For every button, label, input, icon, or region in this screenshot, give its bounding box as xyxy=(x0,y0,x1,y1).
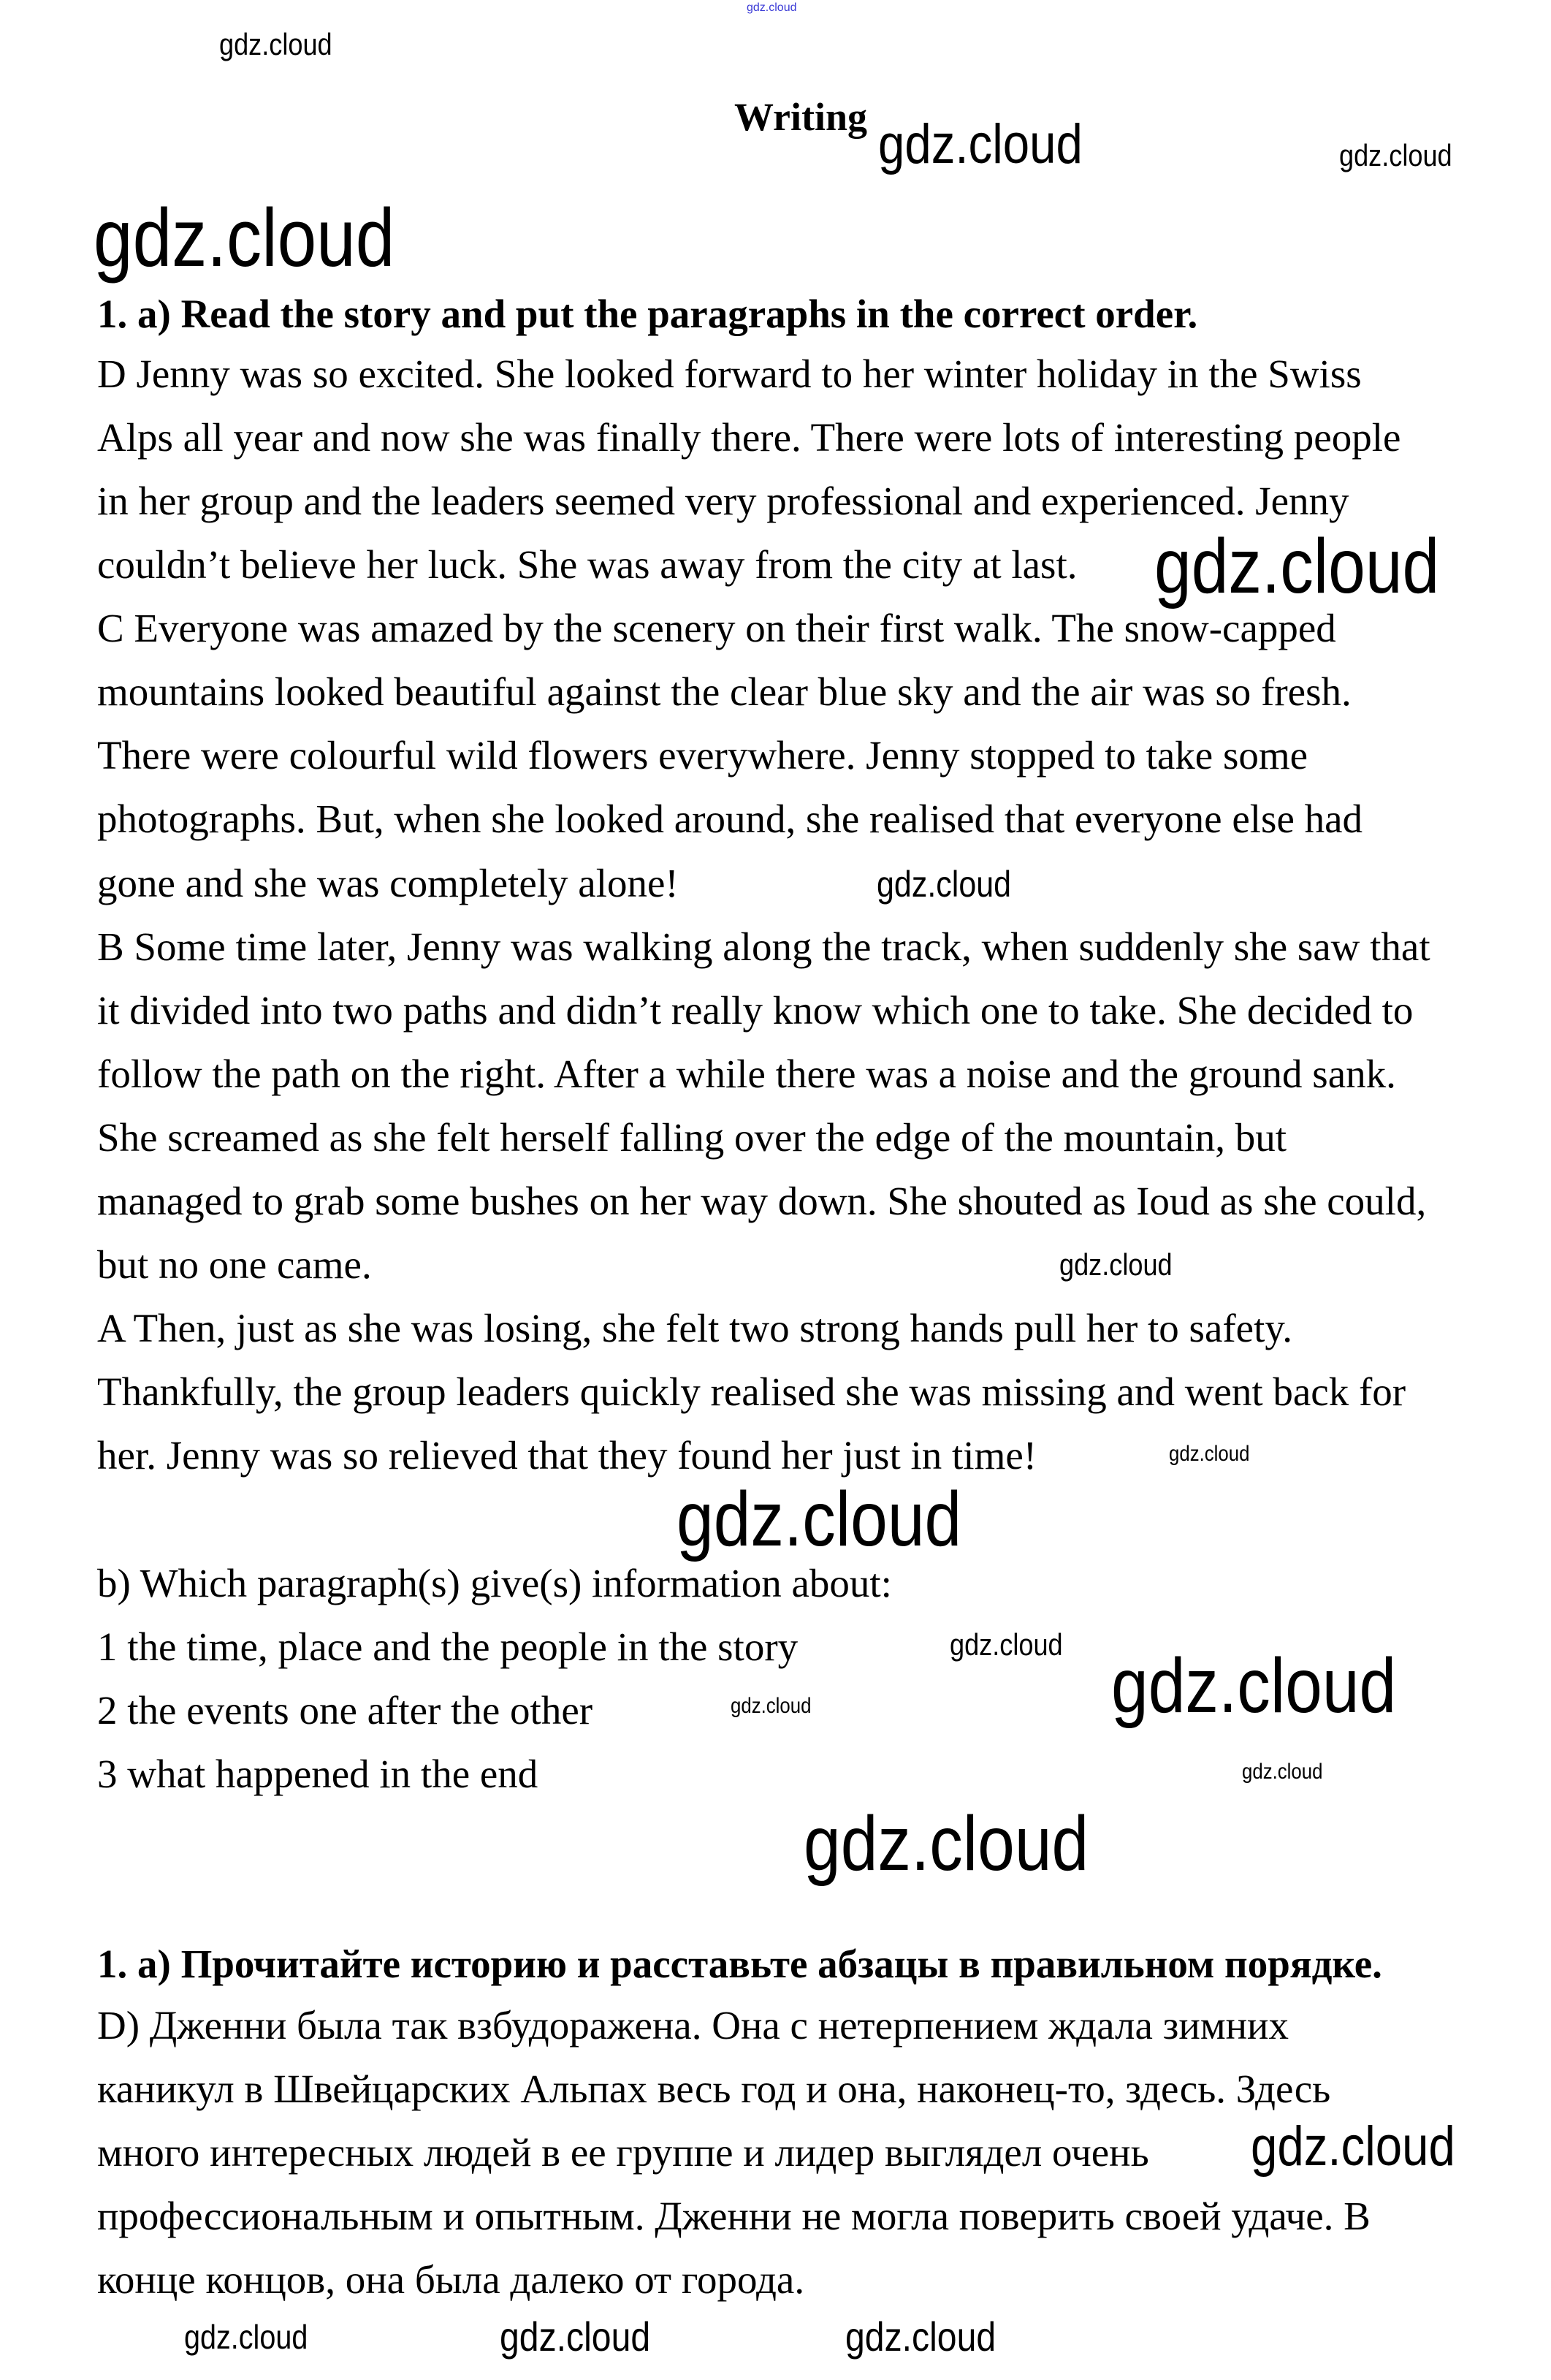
story-line: Thankfully, the group leaders quickly realised she was missing and went back for xyxy=(97,1369,1406,1414)
story-line: managed to grab some bushes on her way down. She shouted as Ioud as she could, xyxy=(97,1179,1427,1223)
story-line: but no one came. xyxy=(97,1242,372,1287)
watermark: gdz.cloud xyxy=(1169,1442,1250,1466)
watermark: gdz.cloud xyxy=(1339,138,1452,172)
task-b-line: b) Which paragraph(s) give(s) information about: xyxy=(97,1561,892,1605)
watermark: gdz.cloud xyxy=(500,2314,651,2360)
ru-heading: 1. а) Прочитайте историю и расставьте абзацы в правильном порядке. xyxy=(97,1942,1382,1986)
task-b-line: 1 the time, place and the people in the story xyxy=(97,1624,799,1669)
watermark: gdz.cloud xyxy=(1059,1247,1173,1282)
story-line: Alps all year and now she was finally there. There were lots of interesting people xyxy=(97,415,1401,460)
story-line: gone and she was completely alone! xyxy=(97,861,679,905)
watermark: gdz.cloud xyxy=(950,1627,1063,1662)
ru-line: профессиональным и опытным. Дженни не могла поверить своей удаче. В xyxy=(97,2194,1371,2238)
story-line: follow the path on the right. After a while there was a noise and the ground sank. xyxy=(97,1052,1396,1096)
story-line: A Then, just as she was losing, she felt two strong hands pull her to safety. xyxy=(97,1306,1293,1350)
story-line: mountains looked beautiful against the clear blue sky and the air was so fresh. xyxy=(97,669,1352,714)
story-line: She screamed as she felt herself falling over the edge of the mountain, but xyxy=(97,1115,1287,1160)
watermark: gdz.cloud xyxy=(1242,1760,1323,1784)
page-title: Writing xyxy=(734,95,868,139)
ru-line: конце концов, она была далеко от города. xyxy=(97,2257,805,2302)
story-line: in her group and the leaders seemed very professional and experienced. Jenny xyxy=(97,479,1349,523)
watermark: gdz.cloud xyxy=(878,113,1083,175)
watermark: gdz.cloud xyxy=(804,1801,1089,1887)
task-b-line: 2 the events one after the other xyxy=(97,1688,593,1733)
story-line: photographs. But, when she looked around, she realised that everyone else had xyxy=(97,796,1363,841)
watermark: gdz.cloud xyxy=(877,864,1012,905)
story-line: There were colourful wild flowers everywhere. Jenny stopped to take some xyxy=(97,733,1308,778)
story-line: it divided into two paths and didn’t really know which one to take. She decided to xyxy=(97,988,1414,1033)
story-line: her. Jenny was so relieved that they found her just in time! xyxy=(97,1433,1037,1478)
ru-line: D) Дженни была так взбудоражена. Она с нетерпением ждала зимних xyxy=(97,2003,1289,2048)
watermark: gdz.cloud xyxy=(845,2314,996,2360)
watermark: gdz.cloud xyxy=(184,2318,308,2356)
story-line: D Jenny was so excited. She looked forward to her winter holiday in the Swiss xyxy=(97,351,1362,396)
ru-line: много интересных людей в ее группе и лидер выглядел очень xyxy=(97,2130,1149,2175)
story-line: B Some time later, Jenny was walking along the track, when suddenly she saw that xyxy=(97,924,1430,969)
watermark: gdz.cloud xyxy=(1154,523,1440,609)
story-line: C Everyone was amazed by the scenery on their first walk. The snow-capped xyxy=(97,606,1336,650)
watermark: gdz.cloud xyxy=(94,192,395,284)
watermark: gdz.cloud xyxy=(731,1694,812,1718)
watermark: gdz.cloud xyxy=(677,1476,962,1562)
story-line: couldn’t believe her luck. She was away from the city at last. xyxy=(97,542,1078,587)
watermark: gdz.cloud xyxy=(219,27,332,61)
watermark: gdz.cloud xyxy=(1251,2115,1455,2178)
top-watermark: gdz.cloud xyxy=(747,1,797,14)
task-a-heading: 1. a) Read the story and put the paragraphs in the correct order. xyxy=(97,292,1198,336)
task-b-line: 3 what happened in the end xyxy=(97,1752,538,1796)
watermark: gdz.cloud xyxy=(1111,1643,1397,1729)
ru-line: каникул в Швейцарских Альпах весь год и она, наконец-то, здесь. Здесь xyxy=(97,2067,1331,2111)
